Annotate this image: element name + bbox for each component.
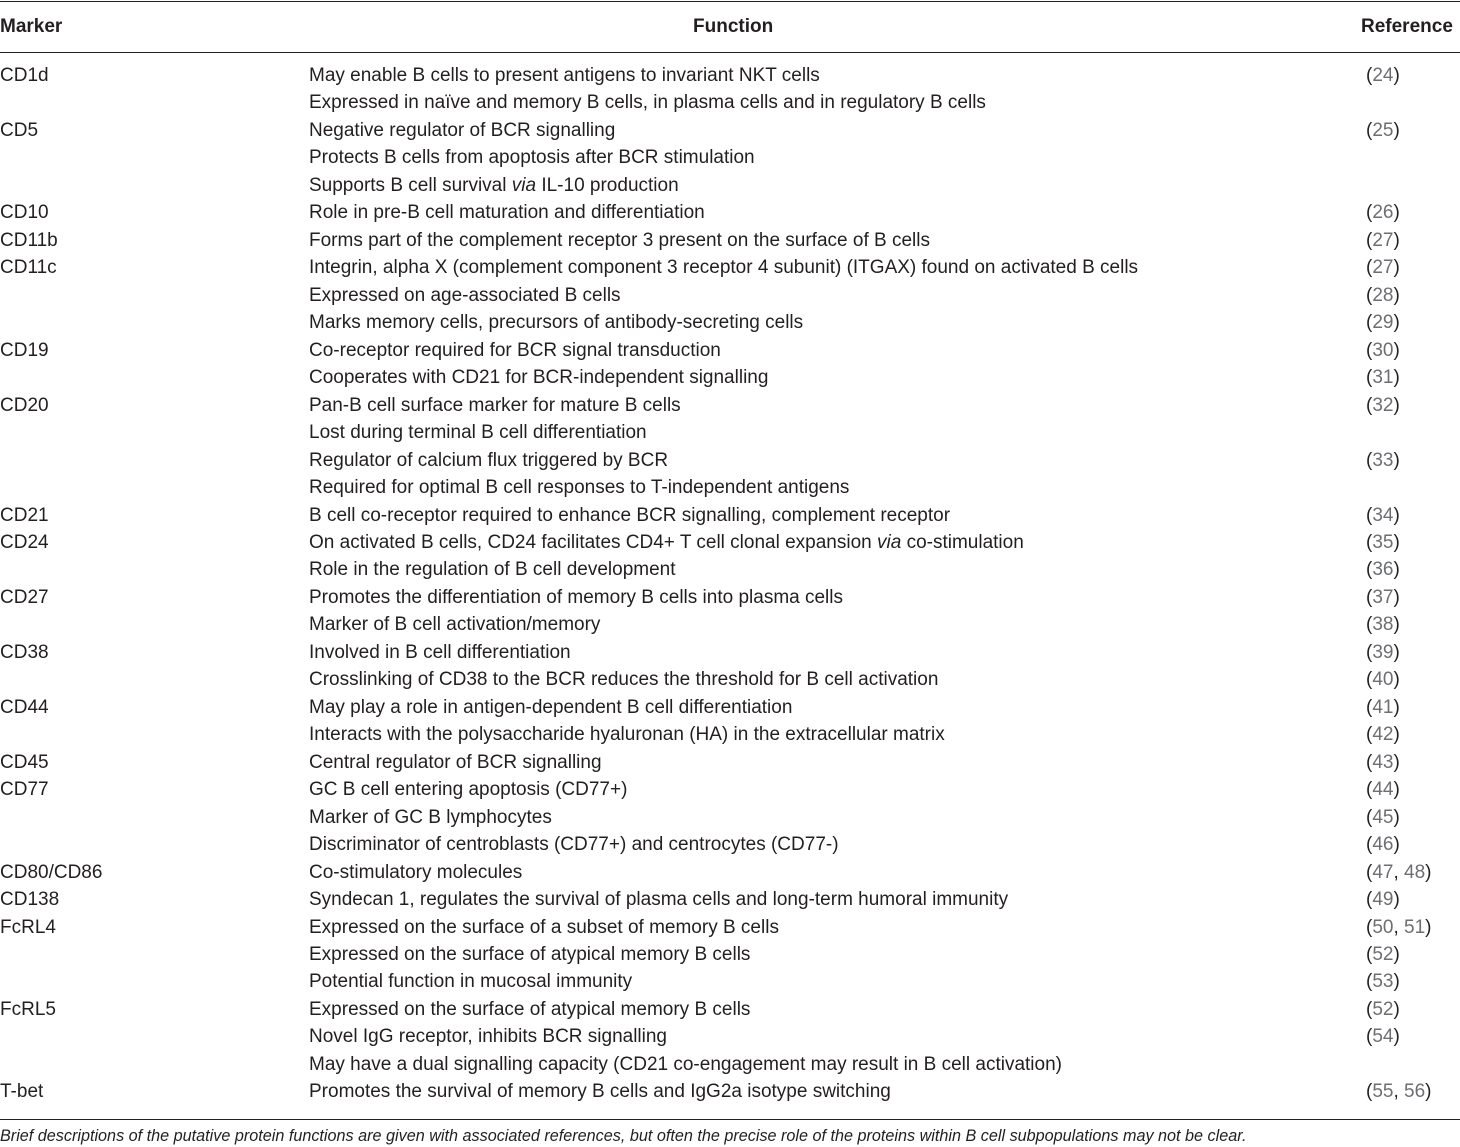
reference-cell: (41): [1366, 696, 1400, 718]
table-row: [0, 392, 1460, 419]
function-text: Crosslinking of CD38 to the BCR reduces the threshold for B cell activation: [309, 669, 939, 691]
function-cell: [309, 172, 679, 199]
reference-link[interactable]: 45: [1372, 806, 1394, 828]
function-text: Role in pre-B cell maturation and differentiation: [309, 202, 705, 224]
table-row: [0, 831, 1460, 858]
reference-cell: (29): [1366, 312, 1400, 334]
function-text: co-stimulation: [901, 531, 1024, 553]
function-text: Interacts with the polysaccharide hyaluronan (HA) in the extracellular matrix: [309, 724, 945, 746]
reference-cell: (47, 48): [1366, 861, 1432, 883]
function-text: GC B cell entering apoptosis (CD77+): [309, 779, 628, 801]
function-text: Co-receptor required for BCR signal transduction: [309, 339, 721, 361]
marker-cell: CD1d: [0, 65, 49, 86]
reference-link[interactable]: 27: [1372, 229, 1394, 251]
reference-cell: (27): [1366, 229, 1400, 251]
reference-link[interactable]: 52: [1372, 998, 1394, 1020]
function-text: Integrin, alpha X (complement component 3 receptor 4 subunit) (ITGAX) found on activated B cells: [309, 257, 1139, 279]
function-cell: [309, 309, 803, 336]
marker-cell: CD44: [0, 696, 49, 718]
function-cell: [309, 831, 839, 858]
reference-link[interactable]: 30: [1372, 339, 1394, 361]
reference-cell: (33): [1366, 449, 1400, 471]
function-cell: [309, 804, 552, 831]
marker-cell: T-bet: [0, 1081, 44, 1103]
function-text: Expressed on the surface of atypical memory B cells: [309, 998, 751, 1020]
marker-cell: CD138: [0, 889, 60, 911]
table-row: [0, 584, 1460, 611]
function-cell: [309, 282, 621, 309]
table-row: [0, 144, 1460, 171]
reference-link[interactable]: 55: [1372, 1081, 1394, 1103]
function-text: Marker of GC B lymphocytes: [309, 806, 552, 828]
reference-link[interactable]: 33: [1372, 449, 1394, 471]
column-header-function: Function: [693, 16, 774, 37]
function-cell: [309, 62, 820, 89]
table-row: [0, 611, 1460, 638]
function-text: Regulator of calcium flux triggered by BCR: [309, 449, 669, 471]
function-text: Negative regulator of BCR signalling: [309, 119, 616, 141]
function-cell: [309, 502, 950, 529]
function-cell: [309, 1051, 1062, 1078]
function-text: Expressed in naïve and memory B cells, in plasma cells and in regulatory B cells: [309, 92, 986, 114]
reference-link[interactable]: 40: [1372, 669, 1394, 691]
marker-cell: CD27: [0, 586, 49, 608]
table-row: [0, 529, 1460, 556]
reference-link[interactable]: 44: [1372, 779, 1394, 801]
function-text: Promotes the survival of memory B cells and IgG2a isotype switching: [309, 1081, 891, 1103]
table-bottom-rule: [0, 1119, 1460, 1120]
marker-cell: CD38: [0, 641, 49, 663]
function-text: May enable B cells to present antigens to invariant NKT cells: [309, 65, 820, 86]
function-cell: [309, 1078, 891, 1105]
table-row: [0, 996, 1460, 1023]
function-cell: [309, 666, 938, 693]
function-cell: [309, 721, 945, 748]
reference-link[interactable]: 32: [1372, 394, 1394, 416]
reference-link[interactable]: 56: [1404, 1081, 1426, 1103]
function-cell: [309, 392, 681, 419]
function-cell: [309, 337, 721, 364]
function-cell: [309, 199, 705, 226]
table-row: [0, 62, 1460, 89]
function-cell: [309, 584, 843, 611]
function-cell: [309, 914, 779, 941]
marker-cell: CD21: [0, 504, 49, 526]
function-text: Novel IgG receptor, inhibits BCR signalling: [309, 1026, 668, 1048]
function-text: Expressed on the surface of a subset of memory B cells: [309, 916, 779, 938]
reference-cell: (42): [1366, 724, 1400, 746]
reference-cell: (55, 56): [1366, 1081, 1432, 1103]
function-text: Syndecan 1, regulates the survival of plasma cells and long-term humoral immunity: [309, 889, 1009, 911]
marker-cell: CD45: [0, 751, 49, 773]
function-cell: [309, 1023, 667, 1050]
reference-cell: (34): [1366, 504, 1400, 526]
table-row: [0, 556, 1460, 583]
table-row: [0, 254, 1460, 281]
reference-link[interactable]: 37: [1372, 586, 1394, 608]
marker-cell: FcRL4: [0, 916, 56, 938]
reference-link[interactable]: 47: [1372, 861, 1394, 883]
marker-cell: FcRL5: [0, 998, 56, 1020]
function-cell: [309, 996, 750, 1023]
function-cell: [309, 474, 849, 501]
reference-link[interactable]: 35: [1372, 531, 1394, 553]
reference-cell: (30): [1366, 339, 1400, 361]
reference-link[interactable]: 24: [1372, 65, 1394, 86]
table-row: [0, 117, 1460, 144]
reference-cell: (38): [1366, 614, 1400, 636]
reference-link[interactable]: 51: [1404, 916, 1426, 938]
function-cell: [309, 419, 647, 446]
function-text: Expressed on the surface of atypical memory B cells: [309, 944, 751, 965]
reference-link[interactable]: 53: [1372, 971, 1394, 993]
table-row: [0, 1051, 1460, 1078]
reference-cell: (44): [1366, 779, 1400, 801]
table-row: [0, 227, 1460, 254]
table-row: [0, 914, 1460, 941]
reference-cell: (52): [1366, 944, 1400, 965]
reference-link[interactable]: 36: [1372, 559, 1394, 581]
reference-link[interactable]: 31: [1372, 367, 1394, 389]
function-text: B cell co-receptor required to enhance BCR signalling, complement receptor: [309, 504, 951, 526]
function-cell: [309, 89, 986, 116]
reference-cell: (28): [1366, 284, 1400, 306]
marker-cell: CD11b: [0, 229, 58, 251]
table-row: [0, 337, 1460, 364]
reference-link[interactable]: 28: [1372, 284, 1394, 306]
function-text: Cooperates with CD21 for BCR-independent signalling: [309, 367, 769, 389]
function-text: May have a dual signalling capacity (CD21 co-engagement may result in B cell activation): [309, 1053, 1062, 1075]
reference-link[interactable]: 38: [1372, 614, 1394, 636]
function-text: Promotes the differentiation of memory B cells into plasma cells: [309, 586, 843, 608]
function-cell: [309, 117, 615, 144]
function-text: Pan-B cell surface marker for mature B cells: [309, 394, 681, 416]
table-row: [0, 1023, 1460, 1050]
function-cell: [309, 254, 1138, 281]
table-row: [0, 502, 1460, 529]
function-cell: [309, 859, 522, 886]
function-text-italic: via: [877, 531, 902, 553]
table-row: [0, 968, 1460, 995]
table-row: [0, 886, 1460, 913]
function-text: Co-stimulatory molecules: [309, 861, 523, 883]
table-row: [0, 639, 1460, 666]
reference-link[interactable]: 52: [1372, 944, 1394, 965]
reference-link[interactable]: 41: [1372, 696, 1394, 718]
function-cell: [309, 968, 632, 995]
reference-cell: (26): [1366, 202, 1400, 224]
reference-link[interactable]: 27: [1372, 257, 1394, 279]
function-cell: [309, 776, 627, 803]
header-rule: [0, 52, 1460, 53]
reference-cell: (54): [1366, 1026, 1400, 1048]
table-row: [0, 199, 1460, 226]
table-row: [0, 804, 1460, 831]
table-row: [0, 172, 1460, 199]
reference-cell: (40): [1366, 669, 1400, 691]
function-text: May play a role in antigen-dependent B cell differentiation: [309, 696, 793, 718]
marker-cell: CD11c: [0, 257, 57, 279]
reference-cell: (27): [1366, 257, 1400, 279]
function-text: Protects B cells from apoptosis after BCR stimulation: [309, 147, 755, 169]
function-cell: [309, 611, 600, 638]
function-text: Expressed on age-associated B cells: [309, 284, 621, 306]
table-row: [0, 447, 1460, 474]
function-cell: [309, 227, 930, 254]
reference-cell: (39): [1366, 641, 1400, 663]
function-text: Role in the regulation of B cell development: [309, 559, 676, 581]
reference-cell: (32): [1366, 394, 1400, 416]
function-text-italic: via: [511, 174, 537, 196]
table-row: [0, 309, 1460, 336]
function-text: On activated B cells, CD24 facilitates CD4+ T cell clonal expansion: [309, 531, 877, 553]
table-row: [0, 721, 1460, 748]
marker-cell: CD77: [0, 779, 49, 801]
column-header-marker: Marker: [0, 16, 63, 37]
function-text: Required for optimal B cell responses to T-independent antigens: [309, 477, 850, 499]
function-cell: [309, 886, 1008, 913]
reference-link[interactable]: 34: [1372, 504, 1394, 526]
table-row: [0, 419, 1460, 446]
marker-cell: CD24: [0, 531, 49, 553]
table-row: [0, 282, 1460, 309]
marker-cell: CD10: [0, 202, 49, 224]
table-row: [0, 749, 1460, 776]
reference-link[interactable]: 54: [1372, 1026, 1394, 1048]
function-cell: [309, 639, 571, 666]
reference-link[interactable]: 43: [1372, 751, 1394, 773]
reference-cell: (31): [1366, 367, 1400, 389]
table-row: [0, 364, 1460, 391]
function-text: Involved in B cell differentiation: [309, 641, 571, 663]
function-text: Supports B cell survival: [309, 174, 512, 196]
function-text: IL-10 production: [536, 174, 679, 196]
function-text: Marker of B cell activation/memory: [309, 614, 601, 636]
function-text: Marks memory cells, precursors of antibody-secreting cells: [309, 312, 804, 334]
function-cell: [309, 749, 602, 776]
function-cell: [309, 447, 668, 474]
reference-cell: (37): [1366, 586, 1400, 608]
function-cell: [309, 694, 792, 721]
table-body: [0, 62, 1460, 1106]
reference-cell: (46): [1366, 834, 1400, 856]
table-row: [0, 1078, 1460, 1105]
marker-cell: CD80/CD86: [0, 861, 103, 883]
reference-link[interactable]: 48: [1404, 861, 1426, 883]
reference-cell: (49): [1366, 889, 1400, 911]
marker-cell: CD19: [0, 339, 49, 361]
reference-cell: (25): [1366, 119, 1400, 141]
table-row: [0, 776, 1460, 803]
function-text: Lost during terminal B cell differentiation: [309, 422, 647, 444]
function-cell: [309, 529, 1024, 556]
column-header-reference: Reference: [1361, 16, 1453, 37]
function-text: Discriminator of centroblasts (CD77+) and centrocytes (CD77-): [309, 834, 839, 856]
table-row: [0, 474, 1460, 501]
table-top-rule: [0, 1, 1460, 2]
reference-cell: (52): [1366, 998, 1400, 1020]
reference-link[interactable]: 29: [1372, 312, 1394, 334]
function-text: Forms part of the complement receptor 3 present on the surface of B cells: [309, 229, 930, 251]
table-row: [0, 859, 1460, 886]
table-footnote: Brief descriptions of the putative protein functions are given with associated references, but often the precise role of the proteins within B cell subpopulations may not be clear.: [0, 1127, 1247, 1145]
marker-cell: CD20: [0, 394, 49, 416]
table-row: [0, 666, 1460, 693]
reference-link[interactable]: 50: [1372, 916, 1394, 938]
table-row: [0, 89, 1460, 116]
function-cell: [309, 941, 750, 968]
reference-cell: (24): [1366, 65, 1400, 86]
function-cell: [309, 144, 755, 171]
reference-cell: (43): [1366, 751, 1400, 773]
reference-cell: (35): [1366, 531, 1400, 553]
reference-cell: (50, 51): [1366, 916, 1432, 938]
reference-link[interactable]: 26: [1372, 202, 1394, 224]
reference-link[interactable]: 49: [1372, 889, 1394, 911]
reference-cell: (53): [1366, 971, 1400, 993]
table-row: [0, 941, 1460, 968]
marker-cell: CD5: [0, 119, 39, 141]
reference-cell: (36): [1366, 559, 1400, 581]
function-text: Central regulator of BCR signalling: [309, 751, 602, 773]
function-text: Potential function in mucosal immunity: [309, 971, 633, 993]
function-cell: [309, 556, 676, 583]
reference-link[interactable]: 46: [1372, 834, 1394, 856]
function-cell: [309, 364, 768, 391]
table-row: [0, 694, 1460, 721]
reference-link[interactable]: 42: [1372, 724, 1394, 746]
reference-link[interactable]: 39: [1372, 641, 1394, 663]
reference-cell: (45): [1366, 806, 1400, 828]
reference-link[interactable]: 25: [1372, 119, 1394, 141]
